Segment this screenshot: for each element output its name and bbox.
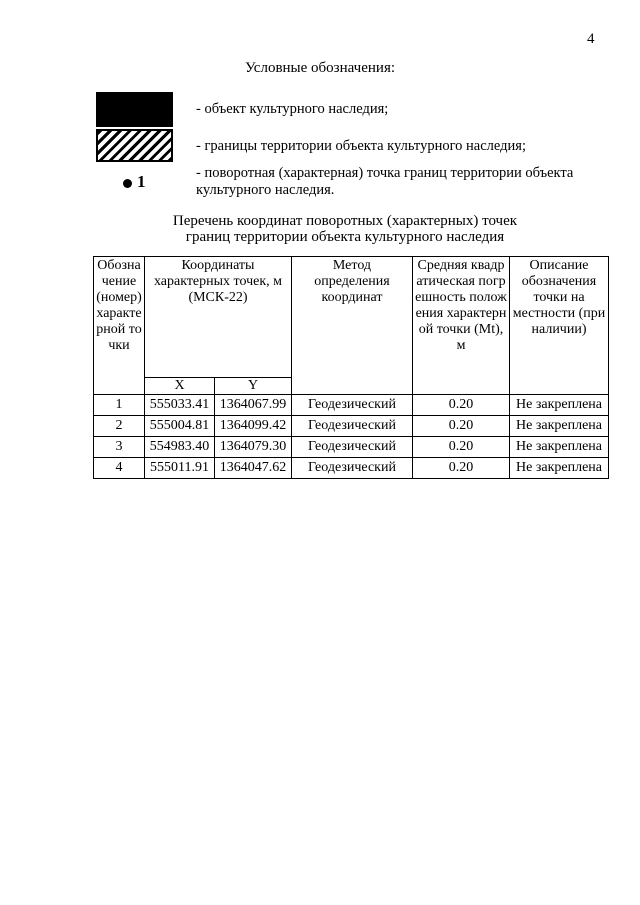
cell-description: Не закреплена — [510, 458, 609, 479]
header-x: X — [145, 378, 215, 395]
cell-number: 2 — [94, 416, 145, 437]
cell-x: 555004.81 — [145, 416, 215, 437]
cell-y: 1364099.42 — [215, 416, 292, 437]
header-designation: Обозначение (номер) характерной точки — [94, 257, 145, 395]
cell-description: Не закреплена — [510, 395, 609, 416]
cell-number: 1 — [94, 395, 145, 416]
cultural-object-swatch — [96, 92, 173, 127]
legend-title: Условные обозначения: — [244, 60, 396, 76]
legend-text-point: - поворотная (характерная) точка границ территории объекта культурного наследия. — [196, 165, 574, 198]
header-coordinates: Координаты характерных точек, м (МСК-22) — [145, 257, 292, 378]
coordinates-list-title — [0, 213, 640, 245]
coordinates-table — [93, 256, 609, 479]
table-row — [94, 395, 609, 416]
cell-method: Геодезический — [292, 416, 413, 437]
table-header-row — [94, 257, 609, 378]
cell-method: Геодезический — [292, 395, 413, 416]
cell-description: Не закреплена — [510, 416, 609, 437]
header-method: Метод определения координат — [292, 257, 413, 395]
territory-boundary-swatch — [96, 129, 173, 162]
cell-method: Геодезический — [292, 458, 413, 479]
table-row — [94, 458, 609, 479]
turning-point-symbol — [123, 172, 146, 192]
black-dot-icon — [123, 179, 132, 188]
cell-method: Геодезический — [292, 437, 413, 458]
cell-y: 1364079.30 — [215, 437, 292, 458]
table-row — [94, 437, 609, 458]
cell-y: 1364047.62 — [215, 458, 292, 479]
table-row — [94, 416, 609, 437]
cell-mse: 0.20 — [413, 458, 510, 479]
list-title-line2: границ территории объекта культурного наследия — [185, 229, 505, 245]
cell-number: 4 — [94, 458, 145, 479]
header-description: Описание обозначения точки на местности (при наличии) — [510, 257, 609, 395]
page-number: 4 — [587, 31, 595, 47]
cell-mse: 0.20 — [413, 395, 510, 416]
cell-x: 554983.40 — [145, 437, 215, 458]
header-y: Y — [215, 378, 292, 395]
cell-x: 555033.41 — [145, 395, 215, 416]
point-label: 1 — [137, 172, 146, 191]
cell-description: Не закреплена — [510, 437, 609, 458]
legend-text-object: - объект культурного наследия; — [196, 101, 389, 117]
legend-text-boundary: - границы территории объекта культурного наследия; — [196, 138, 526, 154]
cell-number: 3 — [94, 437, 145, 458]
list-title-line1: Перечень координат поворотных (характерных) точек — [172, 213, 518, 229]
cell-x: 555011.91 — [145, 458, 215, 479]
header-mse: Средняя квадратическая погрешность положения характерной точки (Mt), м — [413, 257, 510, 395]
cell-mse: 0.20 — [413, 416, 510, 437]
cell-mse: 0.20 — [413, 437, 510, 458]
cell-y: 1364067.99 — [215, 395, 292, 416]
